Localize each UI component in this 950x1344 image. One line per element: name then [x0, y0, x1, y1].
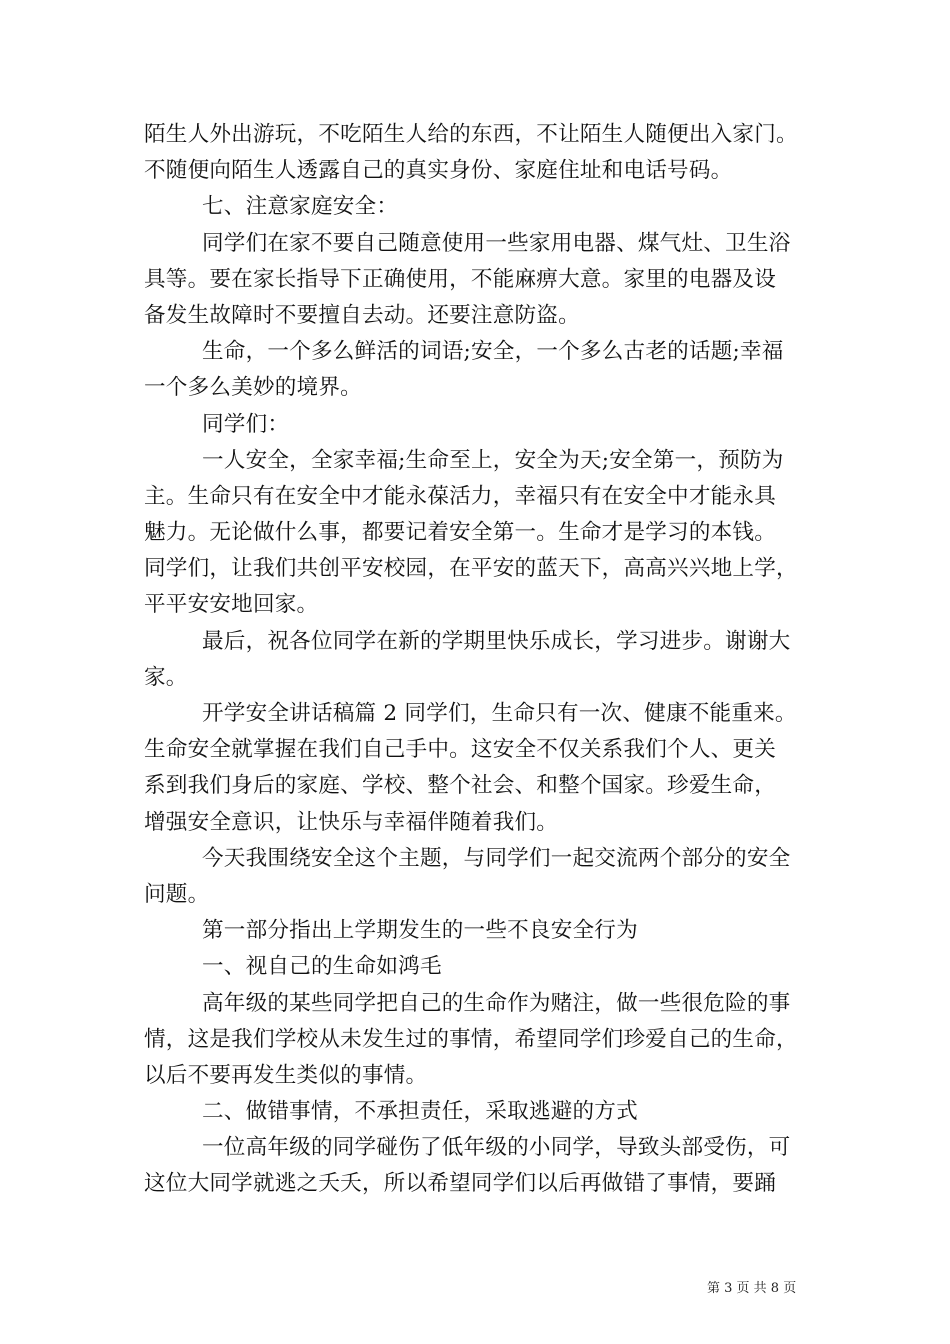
text-line: 一位高年级的同学碰伤了低年级的小同学，导致头部受伤，可: [202, 1135, 791, 1161]
text-line: 高年级的某些同学把自己的生命作为赌注，做一些很危险的事: [202, 990, 791, 1016]
text-line: 以后不要再发生类似的事情。: [144, 1062, 428, 1088]
text-line: 魅力。无论做什么事，都要记着安全第一。生命才是学习的本钱。: [144, 520, 777, 546]
page-footer: 第 3 页 共 8 页: [707, 1281, 797, 1296]
text-line: 备发生故障时不要擅自去动。还要注意防盗。: [144, 302, 580, 328]
text-line: 二、做错事情，不承担责任，采取逃避的方式: [202, 1099, 638, 1125]
text-line: 陌生人外出游玩，不吃陌生人给的东西，不让陌生人随便出入家门。: [144, 122, 798, 147]
text-line: 情，这是我们学校从未发生过的事情，希望同学们珍爱自己的生命，: [144, 1026, 798, 1052]
body-text: [144, 117, 834, 1203]
text-line: 最后，祝各位同学在新的学期里快乐成长，学习进步。谢谢大: [202, 628, 791, 654]
text-line: 生命，一个多么鲜活的词语;安全，一个多么古老的话题;幸福: [202, 339, 784, 365]
text-line: 家。: [144, 664, 188, 690]
text-line: 一个多么美妙的境界。: [144, 375, 362, 401]
text-line: 第一部分指出上学期发生的一些不良安全行为: [202, 918, 638, 944]
text-line: 一人安全，全家幸福;生命至上，安全为天;安全第一，预防为: [202, 447, 784, 473]
text-line: 同学们：: [202, 411, 290, 437]
text-line: 同学们在家不要自己随意使用一些家用电器、煤气灶、卫生浴: [202, 230, 791, 256]
text-line: 生命安全就掌握在我们自己手中。这安全不仅关系我们个人、更关: [144, 737, 777, 763]
text-line: 具等。要在家长指导下正确使用，不能麻痹大意。家里的电器及设: [144, 266, 777, 292]
text-line: 增强安全意识，让快乐与幸福伴随着我们。: [144, 809, 559, 835]
text-line: 问题。: [144, 881, 210, 907]
text-line: 今天我围绕安全这个主题，与同学们一起交流两个部分的安全: [202, 845, 791, 871]
text-line: 主。生命只有在安全中才能永葆活力，幸福只有在安全中才能永具: [144, 483, 777, 509]
text-line: 一、视自己的生命如鸿毛: [202, 954, 442, 980]
text-line: 同学们，让我们共创平安校园，在平安的蓝天下，高高兴兴地上学，: [144, 556, 798, 582]
text-line: 不随便向陌生人透露自己的真实身份、家庭住址和电话号码。: [144, 158, 733, 184]
text-line: 这位大同学就逃之夭夭，所以希望同学们以后再做错了事情，要踊: [144, 1171, 777, 1197]
text-line: 七、注意家庭安全：: [202, 194, 399, 220]
text-line: 开学安全讲话稿篇 2 同学们，生命只有一次、健康不能重来。: [202, 701, 797, 726]
text-line: 系到我们身后的家庭、学校、整个社会、和整个国家。珍爱生命，: [144, 773, 777, 799]
text-line: 平平安安地回家。: [144, 592, 319, 618]
